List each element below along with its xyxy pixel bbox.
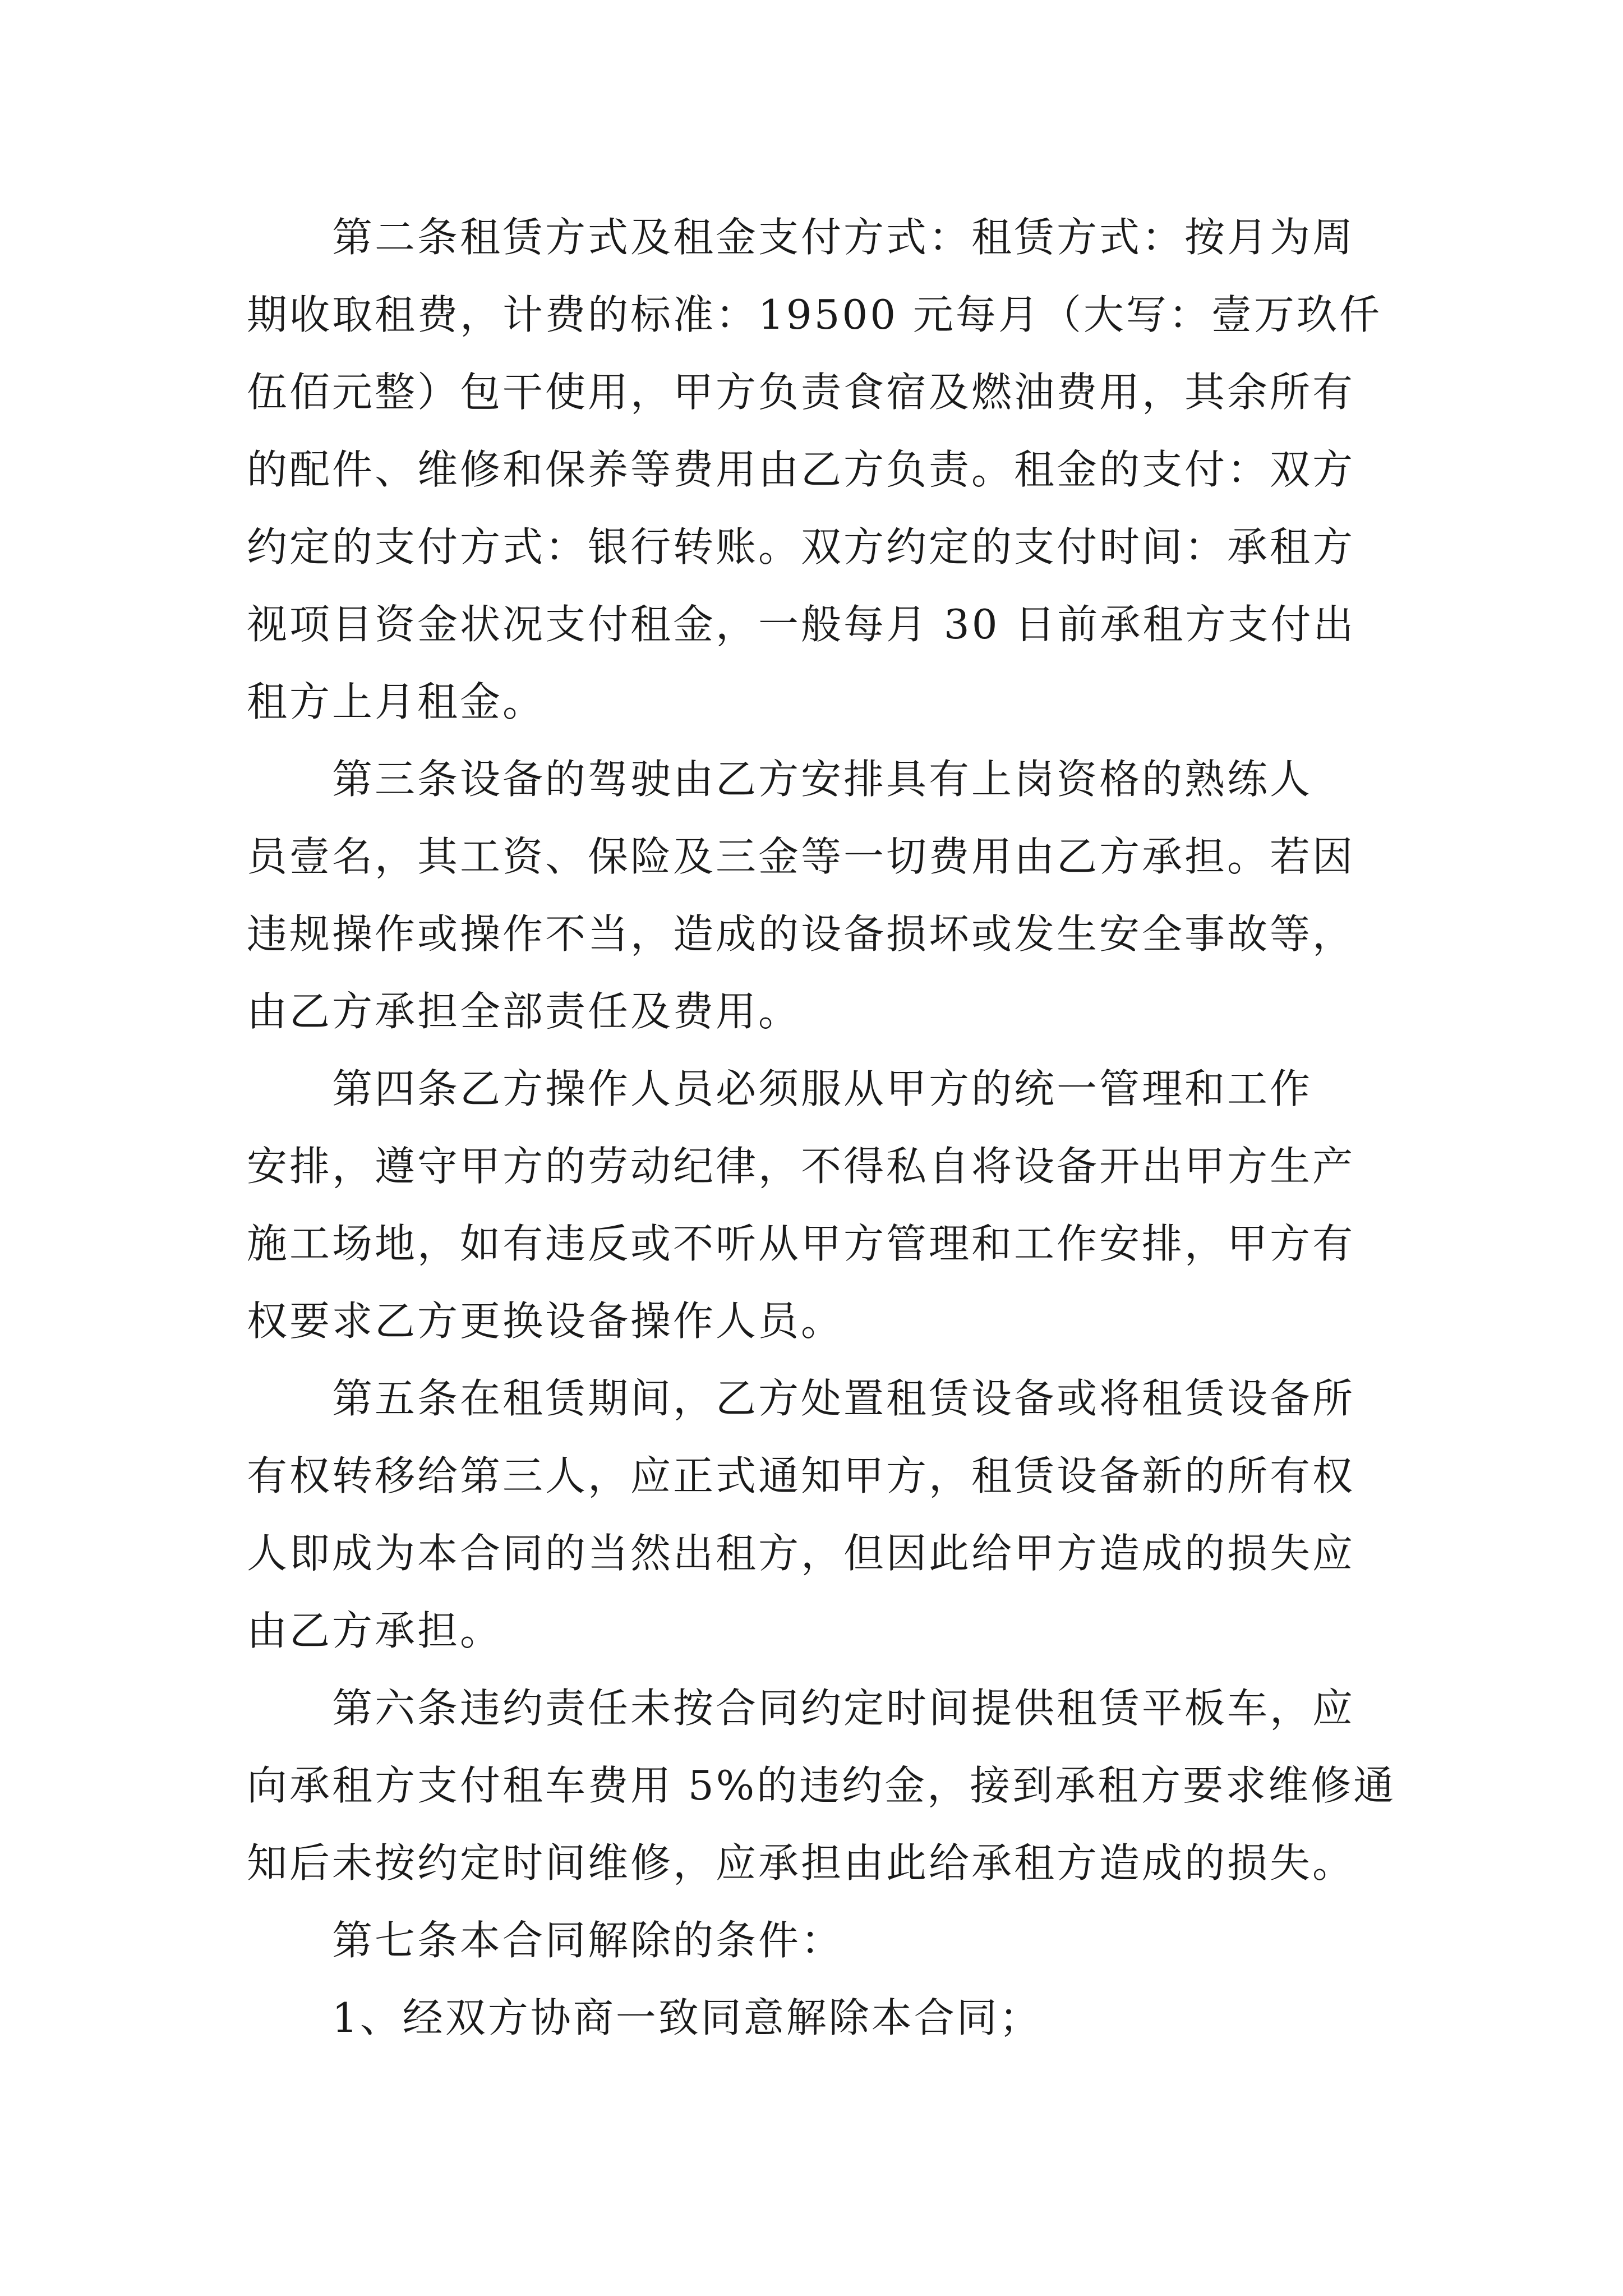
text-line: 由乙方承担全部责任及费用。 — [247, 988, 801, 1035]
text-line: 的配件、维修和保养等费用由乙方负责。租金的支付：双方 — [247, 446, 1355, 493]
text-line: 第四条乙方操作人员必须服从甲方的统一管理和工作 — [247, 1065, 1313, 1112]
text-line: 1、经双方协商一致同意解除本合同； — [247, 1994, 1042, 2041]
text-line: 人即成为本合同的当然出租方，但因此给甲方造成的损失应 — [247, 1530, 1355, 1577]
text-line: 知后未按约定时间维修，应承担由此给承租方造成的损失。 — [247, 1839, 1355, 1887]
text-line: 违规操作或操作不当，造成的设备损坏或发生安全事故等， — [247, 910, 1355, 958]
text-line: 第二条租赁方式及租金支付方式：租赁方式：按月为周 — [247, 214, 1355, 261]
text-line: 向承租方支付租车费用 5%的违约金，接到承租方要求维修通 — [247, 1762, 1396, 1809]
text-line: 期收取租费，计费的标准：19500 元每月（大写：壹万玖仟 — [247, 291, 1382, 338]
text-line: 伍佰元整）包干使用，甲方负责食宿及燃油费用，其余所有 — [247, 369, 1355, 416]
text-line: 有权转移给第三人，应正式通知甲方，租赁设备新的所有权 — [247, 1452, 1355, 1499]
text-line: 施工场地，如有违反或不听从甲方管理和工作安排，甲方有 — [247, 1220, 1355, 1267]
text-line: 第七条本合同解除的条件： — [247, 1917, 844, 1964]
text-line: 权要求乙方更换设备操作人员。 — [247, 1297, 844, 1345]
text-line: 第三条设备的驾驶由乙方安排具有上岗资格的熟练人 — [247, 756, 1313, 803]
text-line: 第六条违约责任未按合同约定时间提供租赁平板车，应 — [247, 1685, 1355, 1732]
text-line: 安排，遵守甲方的劳动纪律，不得私自将设备开出甲方生产 — [247, 1143, 1355, 1190]
text-line: 员壹名，其工资、保险及三金等一切费用由乙方承担。若因 — [247, 833, 1355, 880]
text-line: 第五条在租赁期间，乙方处置租赁设备或将租赁设备所 — [247, 1375, 1355, 1422]
text-line: 约定的支付方式：银行转账。双方约定的支付时间：承租方 — [247, 523, 1355, 570]
text-line: 视项目资金状况支付租金，一般每月 30 日前承租方支付出 — [247, 601, 1356, 648]
text-line: 租方上月租金。 — [247, 678, 546, 725]
text-line: 由乙方承担。 — [247, 1607, 503, 1654]
